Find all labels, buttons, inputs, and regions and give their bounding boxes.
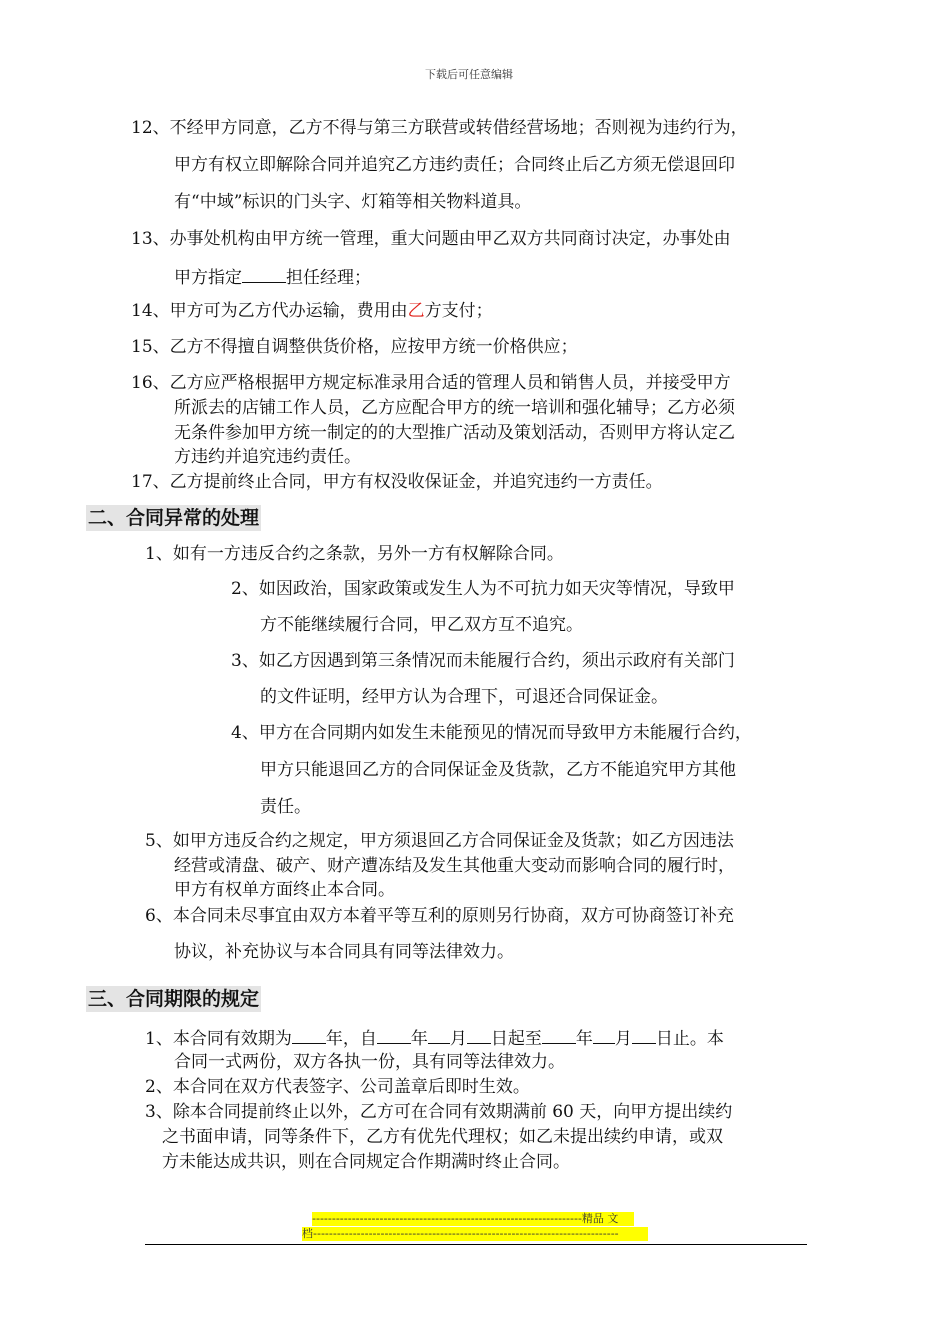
list-item-cont: 甲方只能退回乙方的合同保证金及货款，乙方不能追究甲方其他 xyxy=(260,760,736,780)
fill-blank xyxy=(593,1026,615,1044)
footer-mark-line-1: --------------------------------------------------------------------精品 文 xyxy=(312,1212,634,1226)
list-item: 3、如乙方因遇到第三条情况而未能履行合约，须出示政府有关部门 xyxy=(231,651,735,671)
list-item: 3、除本合同提前终止以外，乙方可在合同有效期满前 60 天，向甲方提出续约 xyxy=(145,1102,733,1122)
list-item-cont: 方不能继续履行合同，甲乙双方互不追究。 xyxy=(260,615,583,635)
list-item-cont: 合同一式两份，双方各执一份，具有同等法律效力。 xyxy=(174,1052,565,1072)
list-item: 4、甲方在合同期内如发生未能预见的情况而导致甲方未能履行合约， xyxy=(231,723,752,743)
list-item-cont: 所派去的店铺工作人员，乙方应配合甲方的统一培训和强化辅导；乙方必须 xyxy=(174,398,735,418)
list-item: 5、如甲方违反合约之规定，甲方须退回乙方合同保证金及货款；如乙方因违法 xyxy=(145,831,734,851)
fill-blank xyxy=(242,265,286,283)
page-header-note: 下载后可任意编辑 xyxy=(425,68,513,81)
list-item: 14、甲方可为乙方代办运输，费用由乙方支付； xyxy=(131,301,493,321)
list-item: 2、本合同在双方代表签字、公司盖章后即时生效。 xyxy=(145,1077,530,1097)
list-item: 1、如有一方违反合约之条款，另外一方有权解除合同。 xyxy=(145,544,564,564)
list-item-cont: 方违约并追究违约责任。 xyxy=(174,447,361,467)
list-item-cont: 之书面申请，同等条件下，乙方有优先代理权；如乙未提出续约申请，或双 xyxy=(162,1127,723,1147)
list-item: 17、乙方提前终止合同，甲方有权没收保证金，并追究违约一方责任。 xyxy=(131,472,663,492)
list-item-cont: 有“中域”标识的门头字、灯箱等相关物料道具。 xyxy=(174,192,532,212)
list-item-cont: 甲方指定 担任经理； xyxy=(174,265,371,289)
list-item: 1、本合同有效期为 年，自 年 月 日起至 年 月 日止。本 xyxy=(145,1026,724,1050)
fill-blank xyxy=(428,1026,450,1044)
list-item-cont: 无条件参加甲方统一制定的的大型推广活动及策划活动，否则甲方将认定乙 xyxy=(174,423,735,443)
list-item: 12、不经甲方同意，乙方不得与第三方联营或转借经营场地；否则视为违约行为， xyxy=(131,118,748,138)
fill-blank xyxy=(632,1026,656,1044)
section-heading-3: 三、合同期限的规定 xyxy=(88,988,260,1010)
list-item: 6、本合同未尽事宜由双方本着平等互利的原则另行协商，双方可协商签订补充 xyxy=(145,906,734,926)
list-item: 13、办事处机构由甲方统一管理，重大问题由甲乙双方共同商讨决定，办事处由 xyxy=(131,229,731,249)
fill-blank xyxy=(292,1026,326,1044)
footer-divider xyxy=(145,1244,807,1245)
footer-mark-line-2: 档----------------------------------------------------------------------------- xyxy=(302,1227,648,1241)
list-item-cont: 方未能达成共识，则在合同规定合作期满时终止合同。 xyxy=(162,1152,570,1172)
list-item-cont: 甲方有权单方面终止本合同。 xyxy=(174,880,395,900)
fill-blank xyxy=(542,1026,576,1044)
list-item: 16、乙方应严格根据甲方规定标准录用合适的管理人员和销售人员，并接受甲方 xyxy=(131,373,731,393)
list-item-cont: 的文件证明，经甲方认为合理下，可退还合同保证金。 xyxy=(260,687,668,707)
list-item: 15、乙方不得擅自调整供货价格，应按甲方统一价格供应； xyxy=(131,337,578,357)
fill-blank xyxy=(377,1026,411,1044)
list-item-cont: 责任。 xyxy=(260,797,311,817)
list-item-cont: 协议，补充协议与本合同具有同等法律效力。 xyxy=(174,942,514,962)
list-item-cont: 经营或清盘、破产、财产遭冻结及发生其他重大变动而影响合同的履行时， xyxy=(174,856,735,876)
list-item-cont: 甲方有权立即解除合同并追究乙方违约责任；合同终止后乙方须无偿退回印 xyxy=(174,155,735,175)
section-heading-2: 二、合同异常的处理 xyxy=(88,507,260,529)
fill-blank xyxy=(467,1026,491,1044)
list-item: 2、如因政治，国家政策或发生人为不可抗力如天灾等情况，导致甲 xyxy=(231,579,735,599)
